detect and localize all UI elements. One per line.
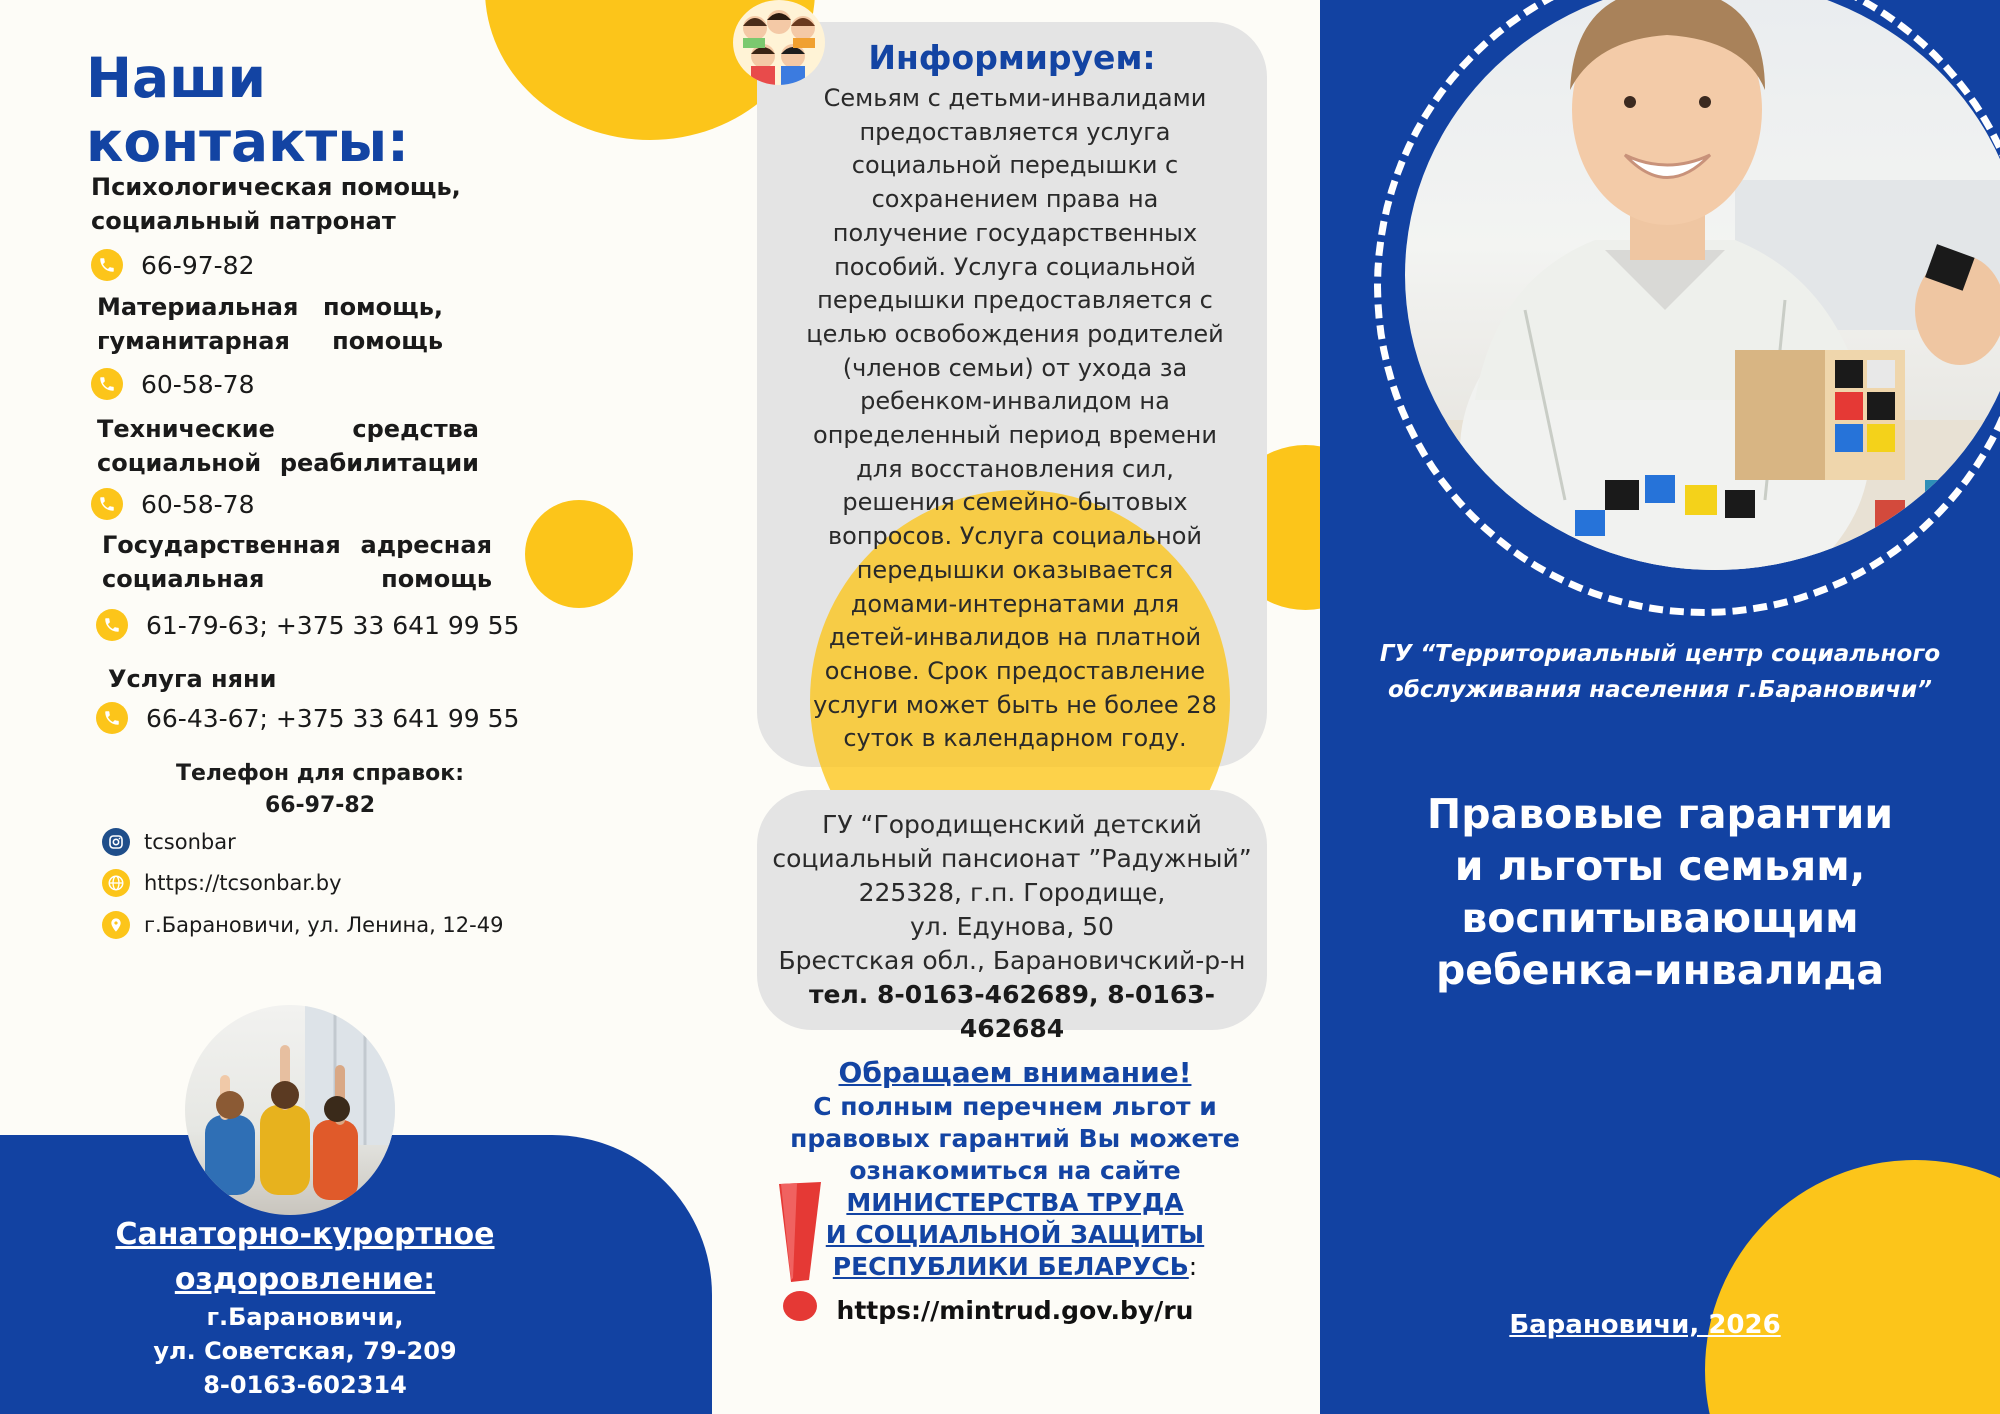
inform-body: Семьям с детьми-инвалидами предоставляется услуга социальной передышки с сохранением права на получение государственных пособий. Услуга социальной передышки предоставляется с целью освобождения родителей (членов семьи) от ухода за ребенком-инвалидом на определенный период времени для восстановления сил, решения семейно-бытовых вопросов. Услуга социальной передышки оказывается домами-интернатами для детей-инвалидов на платной основе. Срок предоставление услуги может быть не более 28 суток в календарном году. (806, 84, 1224, 753)
brochure-title (1345, 788, 1975, 996)
contacts-title: Наши контакты: (86, 46, 410, 174)
org-line: ГУ “Территориальный центр социального (1379, 641, 1941, 667)
ministry-link[interactable]: И СОЦИАЛЬНОЙ ЗАЩИТЫ (825, 1220, 1205, 1249)
pension-line: ул. Едунова, 50 (910, 912, 1114, 941)
website-link: https://tcsonbar.by (144, 871, 342, 895)
reference-label: Телефон для справок: (175, 761, 465, 786)
phone-icon (96, 702, 128, 734)
notice-title: Обращаем внимание! (838, 1056, 1192, 1089)
category-targeted-aid: Государственная адресная социальная помощь (102, 531, 492, 593)
title-line: Правовые гарантии (1426, 790, 1894, 838)
category-psychological: Психологическая помощь, социальный патронат (91, 173, 461, 235)
globe-icon (102, 869, 130, 897)
city-year: Барановичи, 2026 (1509, 1310, 1781, 1340)
children-photo (185, 1005, 395, 1215)
notice-line: С полным перечнем льгот и (813, 1092, 1217, 1121)
inform-title: Информируем: (868, 38, 1156, 77)
notice-line: правовых гарантий Вы можете (790, 1124, 1240, 1153)
ministry-link[interactable]: МИНИСТЕРСТВА ТРУДА (846, 1188, 1184, 1217)
address-row (102, 909, 503, 941)
mintrud-url[interactable]: https://mintrud.gov.by/ru (836, 1296, 1194, 1325)
phone-row-targeted-aid[interactable] (96, 607, 519, 643)
phone-number: 66-43-67; +375 33 641 99 55 (146, 703, 520, 733)
instagram-icon (102, 828, 130, 856)
sanatorium-phone[interactable]: 8-0163-602314 (203, 1371, 407, 1399)
pension-address (757, 808, 1267, 1046)
location-pin-icon (102, 911, 130, 939)
phone-icon (91, 368, 123, 400)
phone-row-nanny[interactable] (96, 700, 519, 736)
reference-phone[interactable]: 66-97-82 (264, 793, 376, 818)
pension-line: социальный пансионат ”Радужный” (772, 844, 1252, 873)
instagram-row[interactable] (102, 826, 236, 858)
title-line: воспитывающим (1461, 894, 1859, 942)
phone-icon (91, 249, 123, 281)
sanatorium-street: ул. Советская, 79-209 (153, 1337, 457, 1365)
notice-colon: : (1188, 1252, 1198, 1281)
reference-phone-block (130, 758, 510, 822)
pension-line: 225328, г.п. Городище, (858, 878, 1166, 907)
website-row[interactable] (102, 867, 342, 899)
pension-phones[interactable]: тел. 8-0163-462689, 8-0163-462684 (809, 980, 1215, 1043)
title-line: и льготы семьям, (1454, 842, 1866, 890)
category-technical: Технические средства социальной реабилитации (97, 415, 479, 477)
phone-row-technical[interactable] (91, 486, 254, 522)
org-line: обслуживания населения г.Барановичи” (1388, 677, 1932, 703)
ministry-link[interactable]: РЕСПУБЛИКИ БЕЛАРУСЬ (832, 1252, 1189, 1281)
phone-row-material[interactable] (91, 366, 254, 402)
phone-number: 60-58-78 (141, 489, 255, 519)
pension-line: ГУ “Городищенский детский (822, 810, 1202, 839)
title-line: ребенка–инвалида (1435, 946, 1885, 994)
phone-number: 60-58-78 (141, 369, 255, 399)
sanatorium-address (110, 1300, 500, 1402)
phone-number: 66-97-82 (141, 250, 255, 280)
sanatorium-city: г.Барановичи, (206, 1303, 404, 1331)
notice-line: ознакомиться на сайте (849, 1156, 1181, 1185)
category-nanny: Услуга няни (108, 665, 277, 693)
pension-line: Брестская обл., Барановичский-р-н (778, 946, 1246, 975)
address-text: г.Барановичи, ул. Ленина, 12-49 (144, 913, 504, 937)
instagram-handle: tcsonbar (144, 830, 236, 854)
category-material: Материальная помощь, гуманитарная помощь (97, 293, 443, 355)
organization-name (1345, 636, 1975, 708)
phone-row-psychological[interactable] (91, 247, 254, 283)
sanatorium-title: Санаторно-курортное оздоровление: (115, 1217, 495, 1297)
phone-icon (96, 609, 128, 641)
phone-number: 61-79-63; +375 33 641 99 55 (146, 610, 520, 640)
notice-block (770, 1055, 1260, 1331)
phone-icon (91, 488, 123, 520)
yellow-circle-left (525, 500, 633, 608)
